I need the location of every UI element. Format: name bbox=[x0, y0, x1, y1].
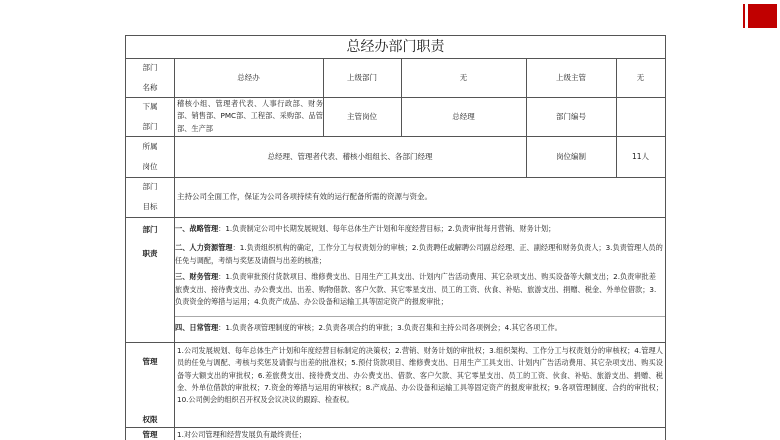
corner-thick-bar bbox=[748, 4, 777, 28]
rule bbox=[126, 427, 665, 428]
headcount-value: 11人 bbox=[631, 151, 650, 161]
bottom-row-label: 管理 bbox=[142, 429, 158, 439]
headcount-label: 岗位编制 bbox=[556, 151, 586, 161]
corner-thin-bar bbox=[743, 4, 745, 28]
duty-title: 二、人力资源管理 bbox=[175, 243, 233, 252]
label-part: 目标 bbox=[142, 202, 158, 211]
positions-value: 总经理、管理者代表、稽核小组组长、各部门经理 bbox=[267, 151, 433, 161]
superior-dept-label: 上级部门 bbox=[347, 72, 377, 82]
rule bbox=[174, 316, 665, 317]
head-post-value: 总经理 bbox=[452, 111, 475, 121]
rule bbox=[126, 217, 665, 218]
label-part: 部门 bbox=[142, 62, 158, 72]
duty-text: ：1.负责制定公司中长期发展规划、每年总体生产计划和年度经营目标；2.负责审批每月营销、财务计划； bbox=[218, 224, 556, 233]
dept-name-label bbox=[126, 58, 174, 97]
duty-item-finance bbox=[175, 271, 663, 309]
label-part: 部门 bbox=[142, 121, 158, 131]
rule bbox=[126, 342, 665, 343]
duty-text: ：1.负责各项管理制度的审核；2.负责各项合约的审批；3.负责召集和主持公司各项例会；4.其它各项工作。 bbox=[218, 323, 562, 332]
label-part: 部门 bbox=[142, 225, 158, 234]
supervisor-label: 上级主管 bbox=[556, 72, 586, 82]
duty-text: ：1.负责审批预付货款项目、维修费支出、日用生产工具支出、计划内广告活动费用、其它杂项支出、购买设备等大额支出；2.负责审批差旅费支出、接待费支出、办公费支出、出差、购物借款、客户欠款、其它零星支出、员工的工资、伙食、补贴、旅游支出、捐赠、税金、外单位借款；3.负责资金的筹措与运用；4.负责产成品、办公设备和运输工具等固定资产的报废审批； bbox=[175, 272, 657, 306]
authority-label-bottom: 权限 bbox=[142, 414, 158, 424]
label-part: 名称 bbox=[142, 82, 158, 92]
superior-dept-value: 无 bbox=[459, 72, 468, 82]
duty-title: 三、财务管理 bbox=[175, 272, 219, 281]
goal-label bbox=[126, 177, 174, 217]
dept-name-value: 总经办 bbox=[237, 72, 260, 82]
label-part: 下属 bbox=[142, 101, 158, 111]
responsibility-sheet bbox=[125, 35, 666, 440]
label-part: 岗位 bbox=[142, 161, 158, 171]
goal-value: 主持公司全面工作，保证为公司各项持续有效的运行配备所需的资源与资金。 bbox=[177, 192, 432, 202]
label-part: 所属 bbox=[142, 141, 158, 151]
duties-label bbox=[126, 217, 174, 267]
authority-text: 1.公司发展规划、每年总体生产计划和年度经营目标制定的决策权；2.营销、财务计划的审批权；3.组织架构、工作分工与权责划分的审核权；4.管理人员的任免与调配、考核与奖惩及请假与出差的批准权；5.预付货款项目、维修费支出、日用生产工具支出、计划内广告活动费用、其它杂项支出、购买设备等大额支出的审批权；6.差旅费支出、接待费支出、办公费支出、借款、客户欠款、其它零星支出、员工的工资、伙食、补贴、旅游支出、捐赠、税金、外单位借款的审批权；7.资金的筹措与运用的审核权；8.产成品、办公设备和运输工具等固定资产的报废审批权；9.各项管理制度、合约的审批权；10.公司例会的组织召开权及会议决议的跟踪、检查权。 bbox=[177, 346, 663, 405]
duty-text: ：1.负责组织机构的确定，工作分工与权责划分的审核；2.负责聘任或解聘公司副总经理、正、副经理和财务负责人；3.负责管理人员的任免与调配，考绩与奖惩及请假与出差的核准； bbox=[175, 243, 663, 265]
sheet-title: 总经办部门职责 bbox=[346, 39, 445, 55]
label-part: 职责 bbox=[142, 249, 158, 258]
subordinate-label bbox=[126, 97, 174, 136]
supervisor-value: 无 bbox=[636, 72, 645, 82]
duty-item-daily bbox=[175, 322, 663, 335]
label-part: 部门 bbox=[142, 182, 158, 191]
subordinate-depts-value: 稽核小组、管理者代表、人事行政部、财务部、销售部、PMC部、工程部、采购部、品管部、生产部 bbox=[177, 99, 323, 133]
head-post-label: 主管岗位 bbox=[347, 111, 377, 121]
corner-decoration bbox=[743, 4, 777, 28]
positions-label bbox=[126, 136, 174, 177]
bottom-row-text: 1.对公司管理和经营发展负有最终责任； bbox=[177, 430, 307, 439]
duty-item-hr bbox=[175, 242, 663, 267]
duty-item-strategy bbox=[175, 223, 663, 236]
dept-code-label: 部门编号 bbox=[556, 111, 586, 121]
duty-title: 一、战略管理 bbox=[175, 224, 219, 233]
duty-title: 四、日常管理 bbox=[175, 323, 219, 332]
authority-label-top: 管理 bbox=[142, 357, 158, 367]
